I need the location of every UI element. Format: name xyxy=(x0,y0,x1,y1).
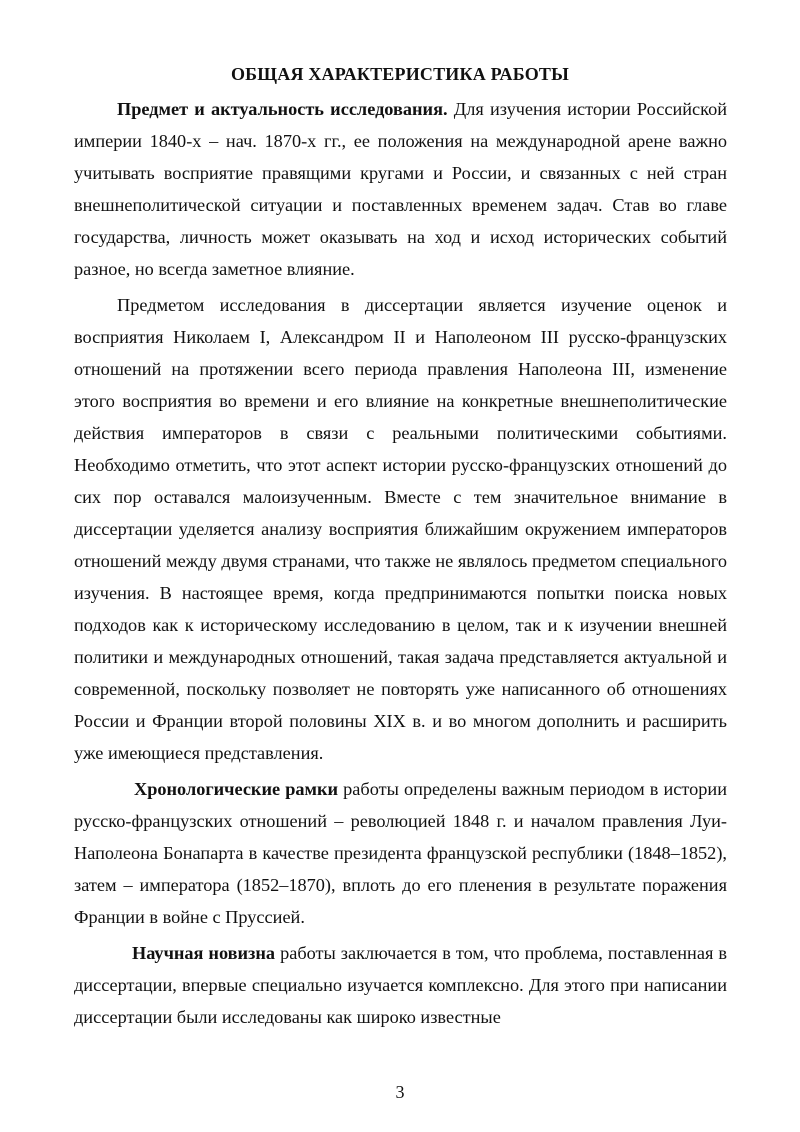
paragraph-lead: Хронологические рамки xyxy=(134,779,339,799)
paragraph-text: работы заключается в том, что проблема, поставленная в диссертации, впервые специально изучается комплексно. Для этого при написании диссертации были исследованы как широко известные xyxy=(74,943,727,1027)
paragraph-text: Предметом исследования в диссертации является изучение оценок и восприятия Николаем I, Александром II и Наполеоном III русско-французских отношений на протяжении всего периода правления Наполеона III, изменение этого восприятия во времени и его влияние на конкретные внешнеполитические действия императоров в связи с реальными политическими событиями. Необходимо отметить, что этот аспект истории русско-французских отношений до сих пор оставался малоизученным. Вместе с тем значительное внимание в диссертации уделяется анализу восприятия ближайшим окружением императоров отношений между двумя странами, что также не являлось предметом специального изучения. В настоящее время, когда предпринимаются попытки поиска новых подходов как к историческому исследованию в целом, так и к изучении внешней политики и международных отношений, такая задача представляется актуальной и современной, поскольку позволяет не повторять уже написанного об отношениях России и Франции второй половины XIX в. и во многом дополнить и расширить уже имеющиеся представления. xyxy=(74,295,727,763)
paragraph-scientific-novelty xyxy=(74,937,727,1033)
page-number: 3 xyxy=(395,1082,405,1102)
paragraph-lead: Предмет и актуальность исследования. xyxy=(117,99,448,119)
page-title: ОБЩАЯ ХАРАКТЕРИСТИКА РАБОТЫ xyxy=(230,64,570,84)
paragraph-research-subject xyxy=(74,289,727,769)
body-text xyxy=(74,93,727,1033)
paragraph-lead: Научная новизна xyxy=(132,943,276,963)
paragraph-chronological-frame xyxy=(74,773,727,933)
paragraph-subject-relevance xyxy=(74,93,727,285)
paragraph-text: Для изучения истории Российской империи 1840-х – нач. 1870-х гг., ее положения на международной арене важно учитывать восприятие правящими кругами и России, и связанных с ней стран внешнеполитической ситуации и поставленных временем задач. Став во главе государства, личность может оказывать на ход и исход исторических событий разное, но всегда заметное влияние. xyxy=(74,99,727,279)
paragraph-text: работы определены важным периодом в истории русско-французских отношений – революцией 1848 г. и началом правления Луи-Наполеона Бонапарта в качестве президента французской республики (1848–1852), затем – императора (1852–1870), вплоть до его пленения в результате поражения Франции в войне с Пруссией. xyxy=(74,779,727,927)
